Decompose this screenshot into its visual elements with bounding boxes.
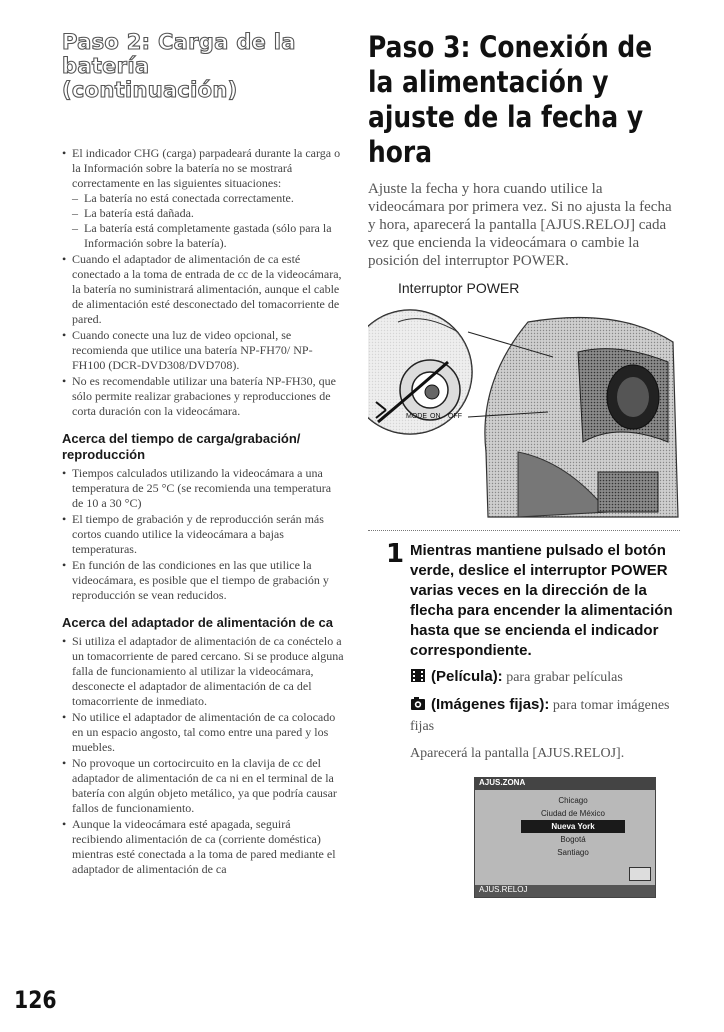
zone-item: Ciudad de México xyxy=(540,809,606,818)
list-item: • Si utiliza el adaptador de alimentación de ca conéctelo a un tomacorriente de pared cercano. Si se produce alguna falla de funcionamiento al utilizar la videocámara, desconecte el adaptador de alimentación de ca del tomacorriente de inmediato. xyxy=(62,634,344,709)
step-1 xyxy=(368,541,680,898)
list-item: • Cuando el adaptador de alimentación de ca esté conectado a la toma de entrada de cc de la videocámara, la batería no suministrará alimentación, aunque el cable de alimentación esté desconectado del tomacorriente de pared. xyxy=(62,252,344,327)
clock-set-screen xyxy=(474,777,656,898)
step-number: 1 xyxy=(386,539,405,569)
figure-label: Interruptor POWER xyxy=(398,280,520,296)
dash-list xyxy=(72,191,344,251)
page-title: Paso 3: Conexión de la alimentación y ajuste de la fecha y hora xyxy=(368,30,653,169)
list-item: – La batería no está conectada correctamente. xyxy=(72,191,344,206)
screen-top-bar xyxy=(475,778,655,790)
switch-label-mode: MODE xyxy=(406,413,427,420)
still-description: para tomar imágenes fijas xyxy=(410,698,670,734)
screen-bottom-bar xyxy=(475,885,655,897)
still-mode-line xyxy=(410,695,680,736)
right-column xyxy=(368,30,680,898)
camera-drawing xyxy=(368,302,680,520)
camera-illustration xyxy=(368,302,680,520)
list-item: • No utilice el adaptador de alimentación de ca colocado en un espacio angosto, tal como entre una pared y los muebles. xyxy=(62,710,344,755)
still-label: (Imágenes fijas): xyxy=(431,696,550,713)
film-icon xyxy=(410,668,426,689)
left-column xyxy=(62,30,344,878)
list-item: – La batería está completamente gastada (sólo para la Información sobre la batería). xyxy=(72,221,344,251)
zone-item: Chicago xyxy=(558,796,588,805)
switch-label-on: ON xyxy=(430,413,441,420)
after-text: Aparecerá la pantalla [AJUS.RELOJ]. xyxy=(410,746,625,761)
charge-notes-list xyxy=(62,146,344,419)
ac-adaptor-list xyxy=(62,634,344,877)
section-title-line1: Paso 2: Carga de la batería xyxy=(62,30,296,78)
bullet-text: El indicador CHG (carga) parpadeará durante la carga o la Información sobre la batería no se mostrará correctamente en las siguientes situaciones: xyxy=(72,146,341,190)
switch-label-off: OFF xyxy=(448,413,462,420)
screen-top-label: AJUS.ZONA xyxy=(479,778,526,787)
list-item: • Tiempos calculados utilizando la videocámara a una temperatura de 25 °C (se recomienda una temperatura de 10 a 30 °C) xyxy=(62,466,344,511)
subheading-charge-time: Acerca del tiempo de carga/grabación/ reproducción xyxy=(62,431,301,462)
step-instruction: Mientras mantiene pulsado el botón verde, deslice el interruptor POWER varias veces en la dirección de la flecha para encender la alimentación hasta que se encienda el indicador correspondiente. xyxy=(410,542,673,659)
movie-label: (Película): xyxy=(431,668,503,685)
list-item: – La batería está dañada. xyxy=(72,206,344,221)
list-item: • No es recomendable utilizar una batería NP-FH30, que sólo permite realizar grabaciones y reproducciones de corta duración con la videocámara. xyxy=(62,374,344,419)
section-title xyxy=(62,30,344,102)
screen-bottom-label: AJUS.RELOJ xyxy=(479,885,528,894)
intro-paragraph: Ajuste la fecha y hora cuando utilice la videocámara por primera vez. Si no ajusta la fecha y hora, aparecerá la pantalla [AJUS.RELOJ] cada vez que encienda la videocámara o cambie la posición del interruptor POWER. xyxy=(368,181,672,269)
zone-item: Bogotá xyxy=(560,835,586,844)
list-item: • El tiempo de grabación y de reproducción serán más cortos cuando utilice la videocámara a bajas temperaturas. xyxy=(62,512,344,557)
movie-description: para grabar películas xyxy=(506,670,623,685)
list-item: • En función de las condiciones en las que utilice la videocámara, es posible que el tiempo de grabación y reproducción se vean reducidos. xyxy=(62,558,344,603)
movie-mode-line xyxy=(410,667,680,689)
list-item: • Aunque la videocámara esté apagada, seguirá recibiendo alimentación de ca (corriente doméstica) mientras esté conectada a la toma de pared mediante el adaptador de alimentación de ca xyxy=(62,817,344,877)
camera-icon xyxy=(410,696,426,717)
list-item: • No provoque un cortocircuito en la clavija de cc del adaptador de alimentación de ca ni en el terminal de la batería con algún objeto metálico, ya que podría causar fallos de funcionamiento. xyxy=(62,756,344,816)
charge-time-list xyxy=(62,466,344,603)
page-number: 126 xyxy=(14,986,57,1014)
ok-icon xyxy=(629,867,651,881)
divider xyxy=(368,530,680,531)
list-item: • Cuando conecte una luz de video opcional, se recomienda que utilice una batería NP-FH70/ NP-FH100 (DCR-DVD308/DVD708). xyxy=(62,328,344,373)
subheading-ac-adaptor: Acerca del adaptador de alimentación de ca xyxy=(62,615,333,630)
zone-item-selected[interactable]: Nueva York xyxy=(521,820,625,833)
zone-item: Santiago xyxy=(557,848,589,857)
section-title-line2: (continuación) xyxy=(62,78,238,102)
zone-list xyxy=(521,794,625,859)
list-item xyxy=(62,146,344,251)
